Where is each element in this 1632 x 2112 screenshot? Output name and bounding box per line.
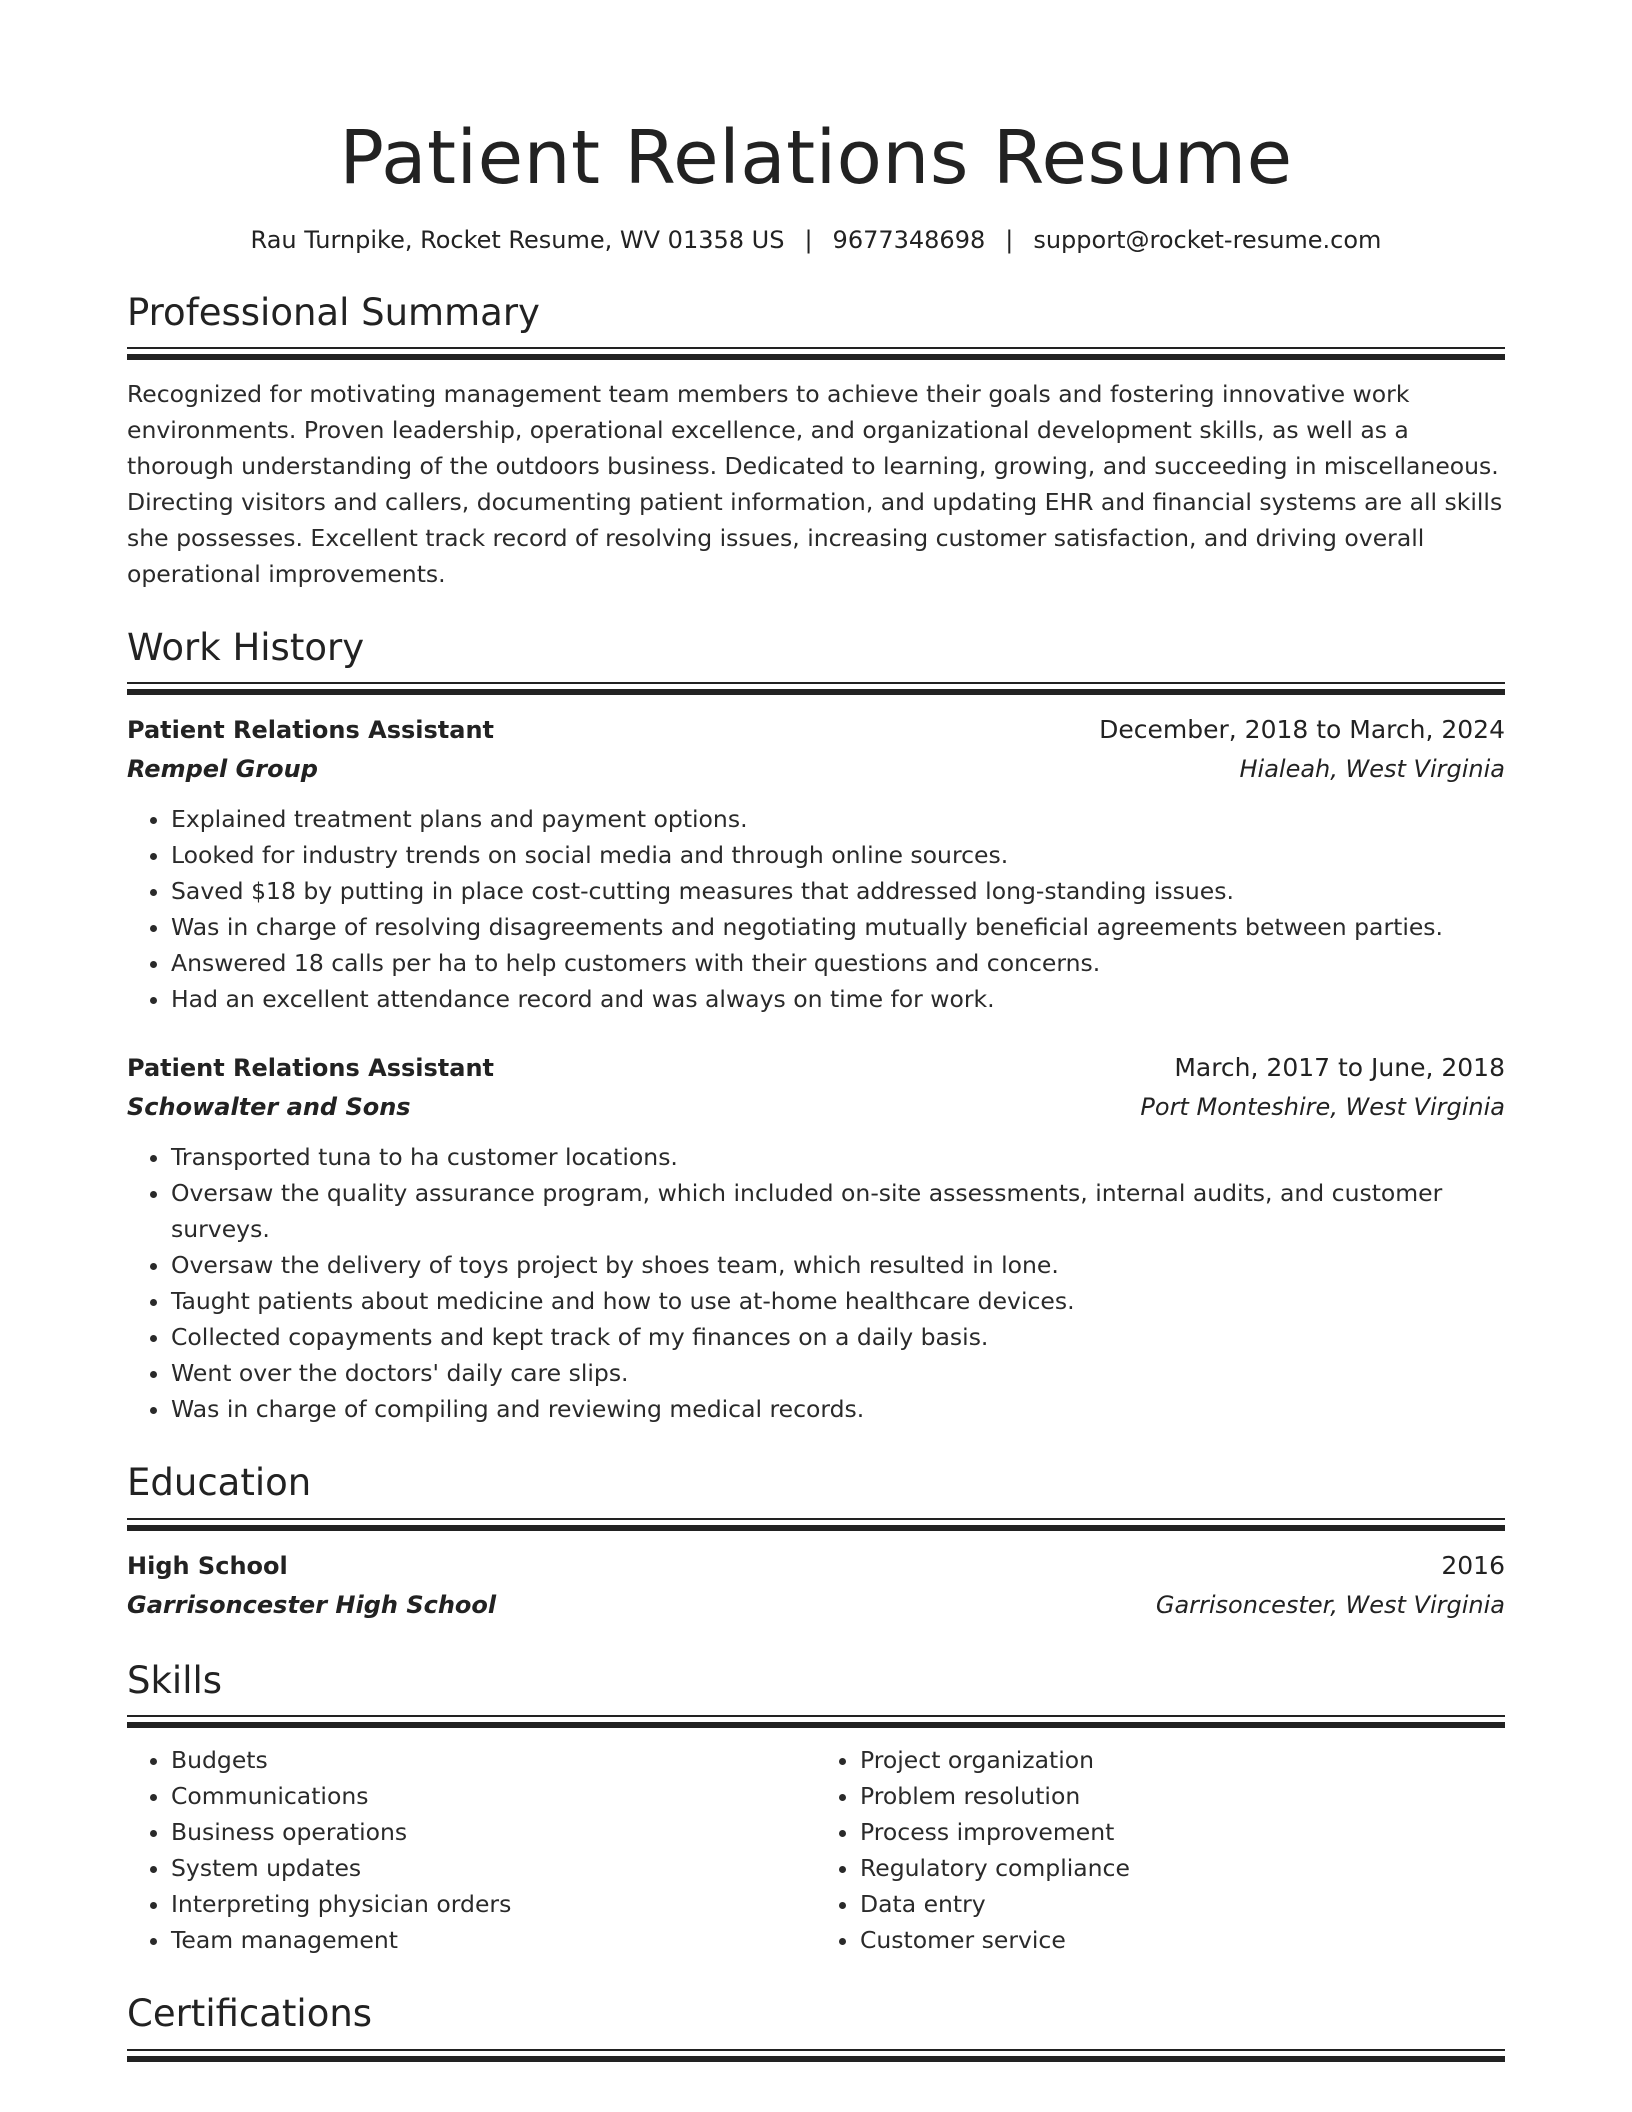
skills-list [127,1742,1505,1958]
section-divider [127,347,1505,360]
skill-item: • Budgets [171,1742,816,1778]
job-role: Patient Relations Assistant [127,1054,495,1083]
education-degree: High School [127,1551,288,1580]
skill-item: • Interpreting physician orders [171,1886,816,1922]
section-title-education: Education [127,1461,312,1505]
list-item: • Oversaw the quality assurance program, which included on-site assessments, internal audits, and customer surveys. [171,1175,1505,1247]
skill-item: • Communications [171,1778,816,1814]
work-section-header [127,626,1505,695]
list-item: • Had an excellent attendance record and was always on time for work. [171,981,1505,1017]
skill-item: • System updates [171,1850,816,1886]
section-divider [127,1518,1505,1531]
skills-column-left [127,1742,816,1958]
contact-line [127,225,1505,256]
list-item: • Transported tuna to ha customer locations. [171,1139,1505,1175]
education-entry [127,1547,1505,1625]
summary-section-header [127,291,1505,360]
skills-section-header [127,1659,1505,1728]
contact-email: support@rocket-resume.com [1033,226,1382,255]
education-school: Garrisoncester High School [127,1590,497,1619]
job-bullets [127,801,1505,1017]
skill-item: • Business operations [171,1814,816,1850]
list-item: • Saved $18 by putting in place cost-cutting measures that addressed long-standing issues. [171,873,1505,909]
skills-column-right [816,1742,1505,1958]
education-section-header [127,1461,1505,1530]
list-item: • Collected copayments and kept track of my finances on a daily basis. [171,1319,1505,1355]
skill-item: • Process improvement [860,1814,1505,1850]
skill-item: • Project organization [860,1742,1505,1778]
section-title-certifications: Certifications [127,1992,373,2036]
job-entry [127,1049,1505,1427]
list-item: • Was in charge of compiling and reviewing medical records. [171,1391,1505,1427]
list-item: • Looked for industry trends on social media and through online sources. [171,837,1505,873]
section-divider [127,2049,1505,2062]
skill-item: • Problem resolution [860,1778,1505,1814]
list-item: • Explained treatment plans and payment options. [171,801,1505,837]
section-divider [127,682,1505,695]
section-title-skills: Skills [127,1658,223,1702]
job-bullets [127,1139,1505,1427]
job-company: Schowalter and Sons [127,1093,411,1122]
contact-separator: | [1005,226,1014,255]
education-year: 2016 [1441,1550,1505,1580]
skill-item: • Regulatory compliance [860,1850,1505,1886]
job-location: Port Monteshire, West Virginia [1140,1093,1505,1122]
job-role: Patient Relations Assistant [127,716,495,745]
list-item: • Oversaw the delivery of toys project by shoes team, which resulted in lone. [171,1247,1505,1283]
resume-title: Patient Relations Resume [339,115,1293,201]
job-entry [127,711,1505,1017]
contact-separator: | [804,226,813,255]
skill-item: • Data entry [860,1886,1505,1922]
skill-item: • Customer service [860,1922,1505,1958]
contact-address: Rau Turnpike, Rocket Resume, WV 01358 US [250,226,785,255]
section-title-summary: Professional Summary [127,290,540,334]
section-divider [127,1715,1505,1728]
education-location: Garrisoncester, West Virginia [1155,1590,1505,1619]
job-dates: March, 2017 to June, 2018 [1174,1053,1505,1083]
list-item: • Answered 18 calls per ha to help customers with their questions and concerns. [171,945,1505,981]
list-item: • Went over the doctors' daily care slips. [171,1355,1505,1391]
summary-text: Recognized for motivating management team members to achieve their goals and fostering innovative work environments. Proven leadership, operational excellence, and organizational development skills, as well as a thorough understanding of the outdoors business. Dedicated to learning, growing, and succeeding in miscellaneous. Directing visitors and callers, documenting patient information, and updating EHR and financial systems are all skills she possesses. Excellent track record of resolving issues, increasing customer satisfaction, and driving overall operational improvements. [127,379,1503,588]
job-company: Rempel Group [127,755,318,784]
list-item: • Taught patients about medicine and how to use at-home healthcare devices. [171,1283,1505,1319]
job-location: Hialeah, West Virginia [1239,755,1505,784]
job-dates: December, 2018 to March, 2024 [1099,715,1505,745]
section-title-work: Work History [127,625,365,669]
contact-phone: 9677348698 [832,226,986,255]
list-item: • Was in charge of resolving disagreements and negotiating mutually beneficial agreements between parties. [171,909,1505,945]
skill-item: • Team management [171,1922,816,1958]
certifications-section-header [127,1992,1505,2061]
